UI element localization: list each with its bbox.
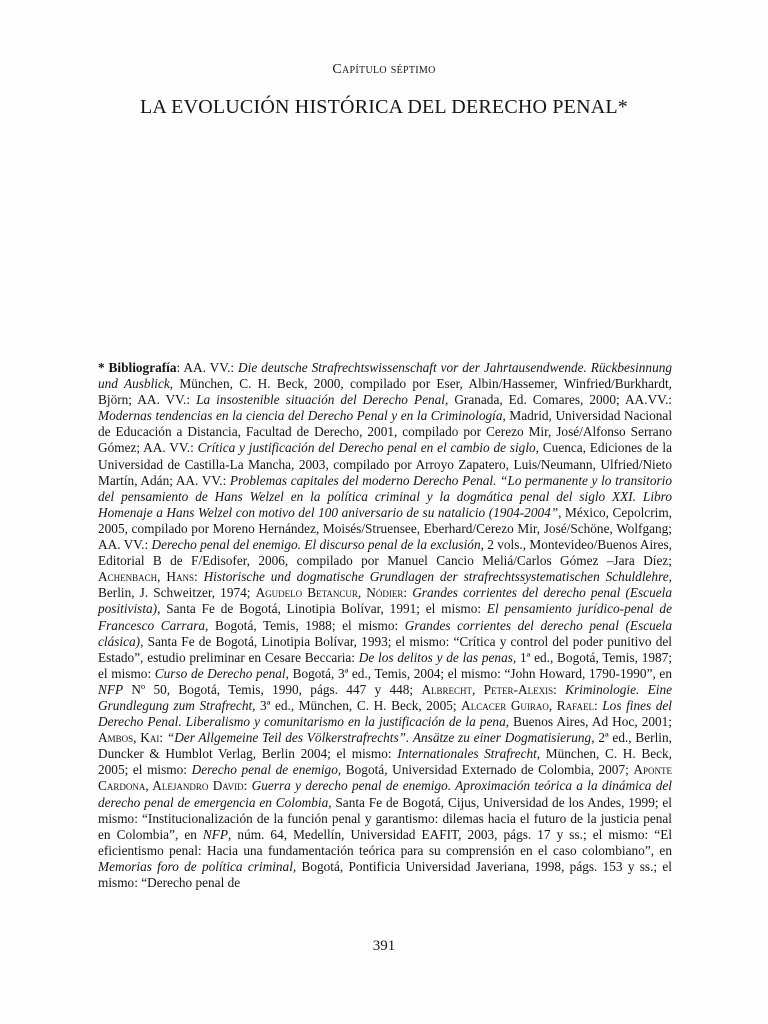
footnote-italic-run: Grandes corrientes del derecho penal (Escuela clásica) (98, 617, 672, 649)
footnote-italic-run: NFP (202, 826, 229, 842)
chapter-label: Capítulo séptimo (332, 62, 436, 77)
footnote-italic-run: De los delitos y de las penas (358, 649, 513, 665)
footnote-italic-run: Internationales Strafrecht (397, 746, 537, 762)
footnote-text-run: , Santa Fe de Bogotá, Linotipia Bolívar, 1993; el mismo: “Crítica y control del poder punitivo del Estado”, estudio preliminar en Cesare Beccaria: (98, 633, 672, 665)
footnote-italic-run: NFP (98, 681, 124, 697)
footnote-italic-run: Derecho penal del enemigo. El discurso penal de la exclusión (151, 537, 481, 553)
footnote-italic-run: El pensamiento jurídico-penal de Francesco Carrara (98, 601, 672, 633)
footnote-italic-run: Historische und dogmatische Grundlagen der strafrechtssystematischen Schuldlehre (203, 569, 669, 585)
footnote-text-run: : (193, 569, 204, 585)
footnote-text-run: , Bogotá, Temis, 1988; el mismo: (205, 617, 405, 633)
footnote-text-run: , 2 vols., Montevideo/Buenos Aires, Editorial B de F/Edisofer, 2006, compilado por Manuel Cancio Meliá/Carlos Gómez –Jara Díez; (98, 537, 672, 569)
footnote-author-name: Agudelo Betancur, Nódier (255, 585, 404, 601)
footnote-text-run: : (553, 681, 566, 697)
footnote-text-run: : AA. VV.: (176, 360, 239, 375)
bibliography-footnote (98, 360, 672, 891)
footnote-author-name: Albrecht, Peter-Alexis (421, 681, 554, 697)
footnote-italic-run: Kriminologie. Eine Grundlegung zum Strafrecht (98, 681, 673, 713)
footnote-italic-run: Derecho penal de enemigo (191, 762, 338, 778)
footnote-text-run: , München, C. H. Beck, 2005; el mismo: (98, 746, 673, 778)
footnote-author-name: Aponte Cardona, Alejandro David (98, 762, 673, 794)
footnote-italic-run: Crítica y justificación del Derecho penal en el cambio de siglo (197, 440, 536, 456)
footnote-italic-run: Problemas capitales del moderno Derecho Penal. “Lo permanente y lo transitorio del pensamiento de Hans Welzel en la política criminal y la dogmática penal del siglo XXI. Libro Homenaje a Hans Welzel con motivo del 100 aniversario de su natalicio (1904-2004” (98, 472, 672, 520)
page-number: 391 (372, 938, 396, 954)
footnote-text-run: Nº 50, Bogotá, Temis, 1990, págs. 447 y 448; (123, 681, 422, 697)
chapter-title: LA EVOLUCIÓN HISTÓRICA DEL DERECHO PENAL* (140, 96, 628, 118)
footnote-text-run: , Madrid, Universidad Nacional de Educación a Distancia, Facultad de Derecho, 2001, compilado por Cerezo Mir, José/Alfonso Serrano Gómez; AA. VV.: (98, 408, 673, 456)
footnote-italic-run: Memorias foro de política criminal (98, 858, 293, 874)
footnote-author-name: Ambos, Kai (98, 730, 160, 746)
footnote-text-run: , Bogotá, Pontificia Universidad Javeriana, 1998, págs. 153 y ss.; el mismo: “Derecho penal de (98, 858, 672, 890)
footnote-italic-run: Guerra y derecho penal de enemigo. Aproximación teórica a la dinámica del derecho penal de emergencia en Colombia (98, 778, 672, 810)
footnote-text-run: , Cuenca, Ediciones de la Universidad de Castilla-La Mancha, 2003, compilado por Arroyo Zapatero, Luis/Neumann, Ulfried/Nieto Martín, Adán; AA. VV.: (98, 440, 672, 488)
footnote-text-run: , México, Cepolcrim, 2005, compilado por Moreno Hernández, Moisés/Struensee, Eberhard/Cerezo Mir, José/Schöne, Wolfgang; AA. VV.: (98, 504, 672, 553)
footnote-italic-run: Modernas tendencias en la ciencia del Derecho Penal y en la Criminología (98, 408, 503, 424)
footnote-italic-run: Die deutsche Strafrechtswissenschaft vor der Jahrtausendwende. Rückbesinnung und Ausblick (98, 360, 673, 392)
footnote-text-run: : (159, 730, 167, 746)
footnote-text-run: , núm. 64, Medellín, Universidad EAFIT, 2003, págs. 17 y ss.; el mismo: “El eficientismo penal: Hacia una fundamentación teórica para su comprensión en el caso colombiano”, en (98, 826, 673, 858)
footnote-text-run: , Bogotá, 3ª ed., Temis, 2004; el mismo: “John Howard, 1790-1990”, en (285, 665, 672, 681)
footnote-italic-run: “Der Allgemeine Teil des Völkerstrafrechts”. Ansätze zu einer Dogmatisierung (166, 730, 592, 746)
footnote-author-name: Achenbach, Hans (98, 569, 194, 585)
footnote-text-run: , 3ª ed., München, C. H. Beck, 2005; (252, 697, 462, 713)
footnote-text-run: , Santa Fe de Bogotá, Linotipia Bolívar, 1991; el mismo: (157, 601, 487, 617)
footnote-text-run: , Buenos Aires, Ad Hoc, 2001; (505, 714, 673, 730)
footnote-text-run: : (243, 778, 252, 794)
footnote-italic-run: Los fines del Derecho Penal. Liberalismo y comunitarismo en la justificación de la pena (98, 697, 672, 730)
footnote-text-run: , Granada, Ed. Comares, 2000; AA.VV.: (444, 392, 672, 408)
footnote-author-name: Alcacer Guirao, Rafael (461, 697, 595, 713)
footnote-text-run: , Bogotá, Universidad Externado de Colombia, 2007; (337, 762, 634, 778)
footnote-text-run: : (594, 697, 603, 713)
footnote-italic-run: La insostenible situación del Derecho Penal (196, 392, 445, 408)
footnote-text-run: , München, C. H. Beck, 2000, compilado por Eser, Albin/Hassemer, Winfried/Burkhardt, Björn; AA. VV.: (98, 376, 672, 408)
footnote-text-run: , Berlin, J. Schweitzer, 1974; (98, 569, 672, 601)
footnote-text-run: : (403, 585, 413, 601)
footnote-text-run: , Santa Fe de Bogotá, Cijus, Universidad de los Andes, 1999; el mismo: “Institucionalización de la función penal y garantismo: dilemas hacia el futuro de la justicia penal en Colombia”, en (98, 794, 672, 842)
footnote-italic-run: Curso de Derecho penal (154, 665, 286, 681)
footnote-italic-run: Grandes corrientes del derecho penal (Escuela positivista) (98, 585, 672, 617)
footnote-bold-run: * Bibliografía (98, 360, 177, 375)
footnote-text-run: , 1ª ed., Bogotá, Temis, 1987; el mismo: (98, 649, 673, 681)
footnote-text-run: , 2ª ed., Berlin, Duncker & Humblot Verlag, Berlin 2004; el mismo: (98, 730, 672, 762)
